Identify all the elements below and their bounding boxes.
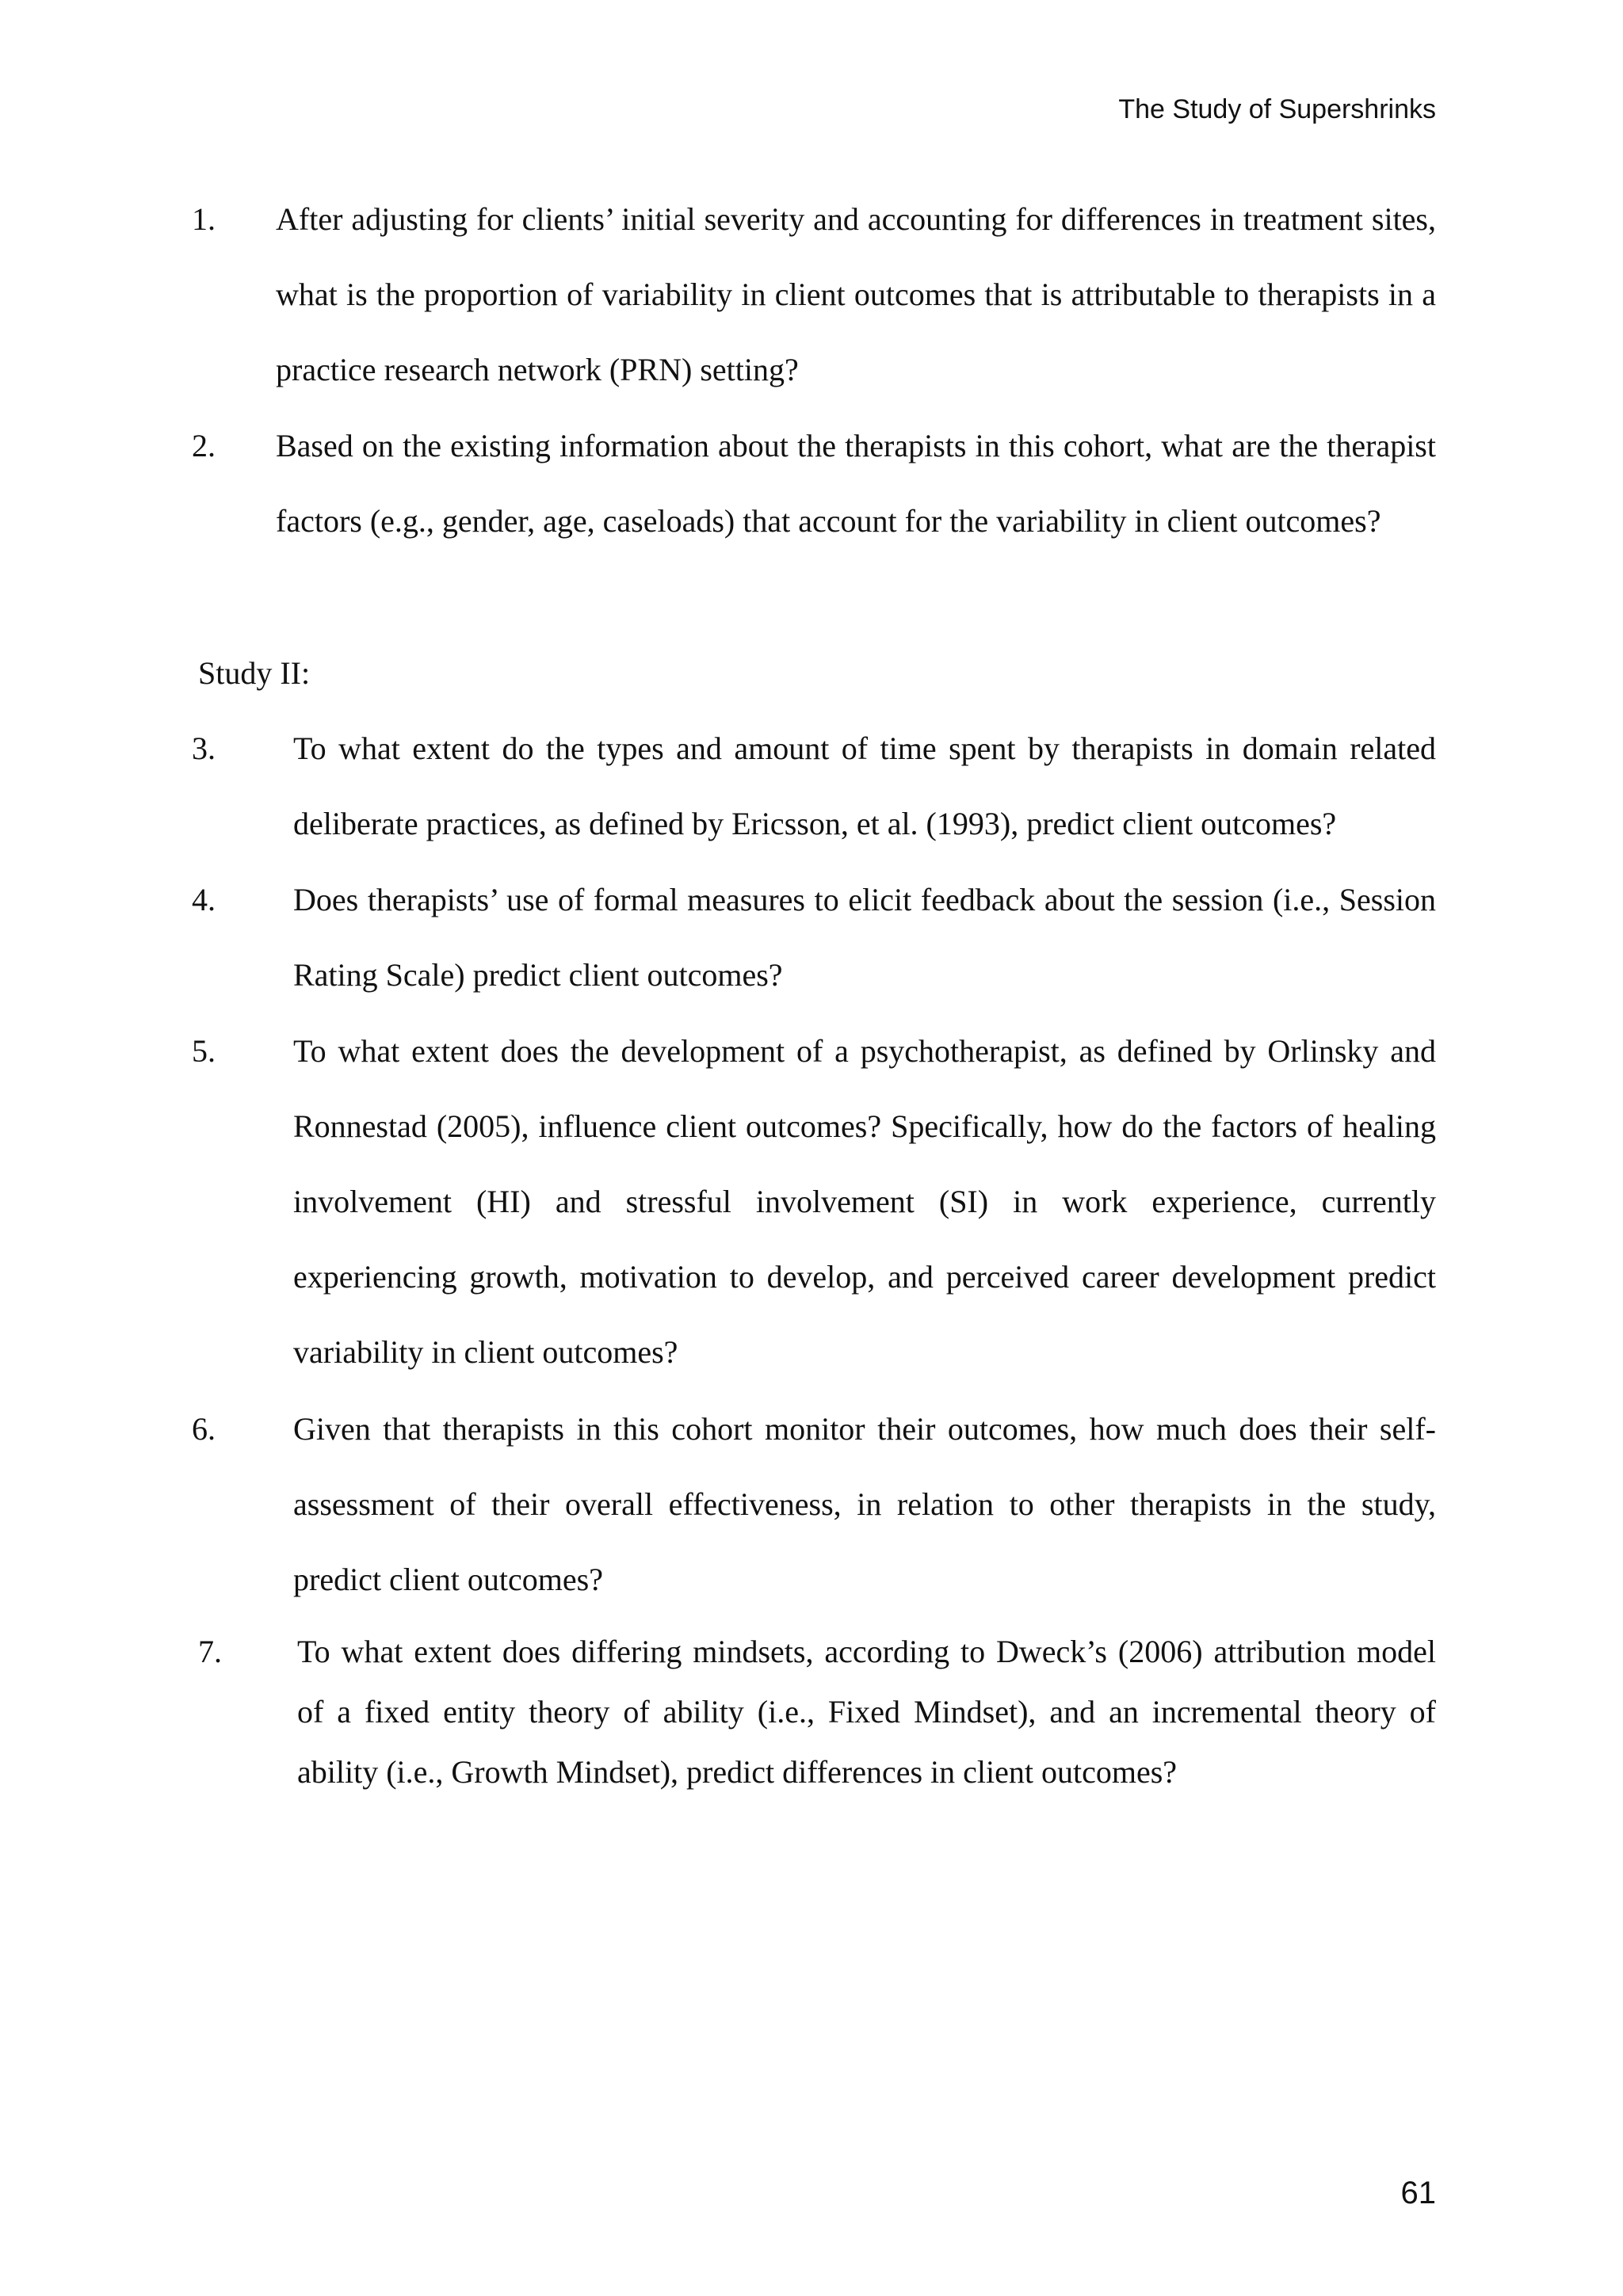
question-text: To what extent does the development of a psychotherapist, as defined by Orlinsky and Ronnestad (2005), influence client outcomes? Specifically, how do the factors of healing involvement (HI) and stressful involvement (SI) in work experience, currently experiencing growth, motivation to develop, and perceived career development predict variability in client outcomes? <box>293 1033 1436 1370</box>
section-label-study-ii: Study II: <box>198 655 311 691</box>
page-number: 61 <box>1400 2176 1436 2210</box>
question-text: To what extent do the types and amount of time spent by therapists in domain related deliberate practices, as defined by Ericsson, et al. (1993), predict client outcomes? <box>293 730 1436 841</box>
question-number: 2. <box>192 428 216 463</box>
question-number: 4. <box>192 882 216 917</box>
question-text: After adjusting for clients’ initial severity and accounting for differences in treatment sites, what is the proportion of variability in client outcomes that is attributable to therapists in a practice research network (PRN) setting? <box>276 201 1436 387</box>
question-text: Does therapists’ use of formal measures to elicit feedback about the session (i.e., Session Rating Scale) predict client outcomes? <box>293 882 1436 993</box>
question-number: 5. <box>192 1033 216 1069</box>
running-head: The Study of Supershrinks <box>1118 94 1436 124</box>
question-text: Based on the existing information about the therapists in this cohort, what are the therapist factors (e.g., gender, age, caseloads) that account for the variability in client outcomes? <box>276 428 1436 539</box>
question-number: 1. <box>192 201 216 237</box>
question-text: Given that therapists in this cohort monitor their outcomes, how much does their self-assessment of their overall effectiveness, in relation to other therapists in the study, predict client outcomes? <box>293 1411 1436 1597</box>
question-number: 3. <box>192 730 216 766</box>
question-text: To what extent does differing mindsets, according to Dweck’s (2006) attribution model of a fixed entity theory of ability (i.e., Fixed Mindset), and an incremental theory of ability (i.e., Growth Mindset), predict differences in client outcomes? <box>297 1634 1436 1790</box>
question-number: 7. <box>198 1634 222 1669</box>
question-number: 6. <box>192 1411 216 1447</box>
